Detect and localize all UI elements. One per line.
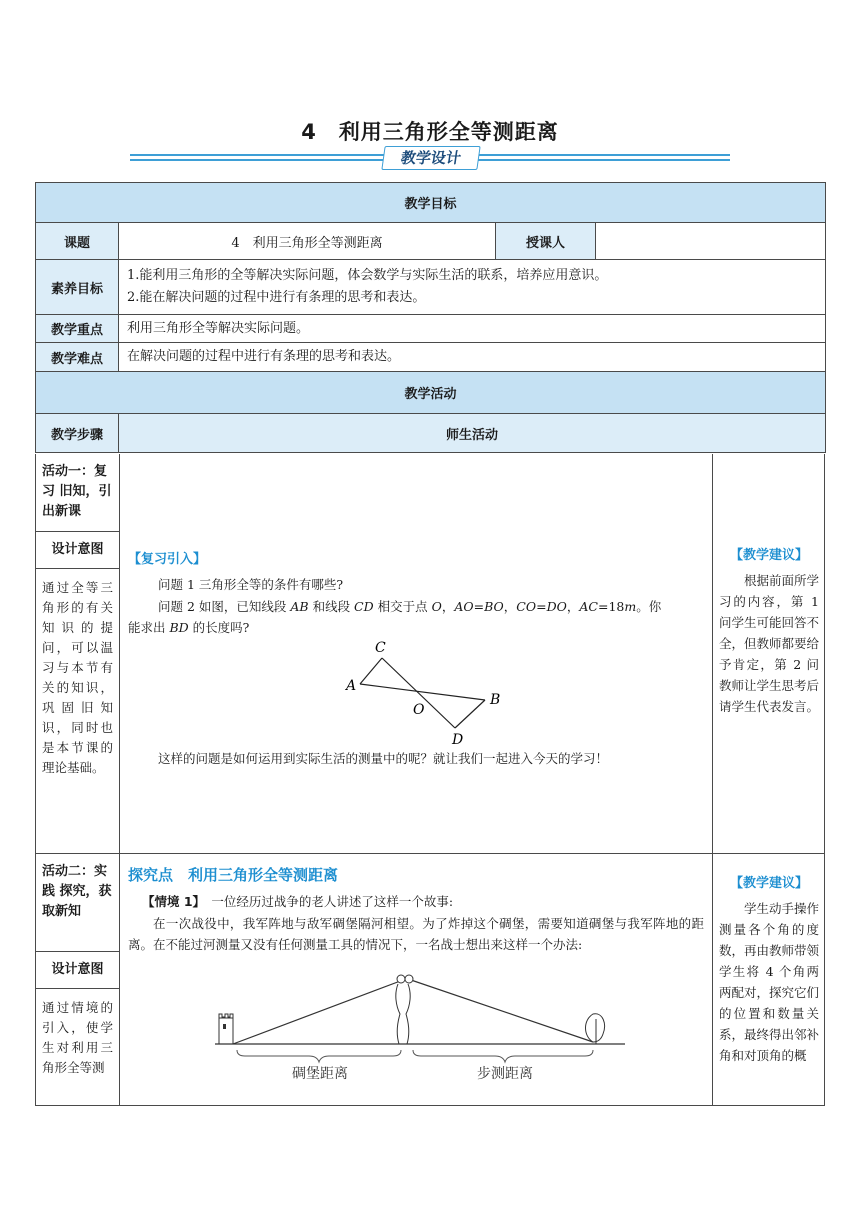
question-2 — [158, 596, 706, 617]
segment-ac — [360, 658, 382, 684]
label-b: B — [490, 692, 501, 708]
objectives-header: 教学目标 — [36, 183, 826, 223]
left-brace — [237, 1050, 401, 1062]
banner-tag: 教学设计 — [381, 146, 480, 170]
pace-distance-label: 步测距离 — [477, 1066, 533, 1082]
lesson-value: 4 利用三角形全等测距离 — [119, 223, 496, 260]
literacy-goal-1: 1.能利用三角形的全等解决实际问题，体会数学与实际生活的联系，培养应用意识。 — [127, 268, 608, 283]
explore-heading: 探究点 利用三角形全等测距离 — [128, 866, 339, 884]
q2-text-g: =18 — [597, 599, 625, 614]
teacher-student-label: 师生活动 — [119, 414, 826, 453]
lesson-label: 课题 — [36, 223, 119, 260]
difficulty-label: 教学难点 — [36, 343, 119, 372]
right-brace — [413, 1050, 593, 1062]
tree-icon — [586, 1014, 605, 1042]
section-banner — [130, 146, 730, 170]
activities-header: 教学活动 — [36, 372, 826, 414]
key-point-value: 利用三角形全等解决实际问题。 — [119, 315, 826, 343]
activity-two-design-label: 设计意图 — [36, 952, 119, 989]
q2-text-h: 。你 — [636, 599, 662, 614]
teacher-value — [596, 223, 826, 260]
question-2-line-2 — [128, 617, 249, 638]
steps-label: 教学步骤 — [36, 414, 119, 453]
activity-two-title: 活动二：实 践 探究，获取新知 — [36, 854, 119, 952]
q2-text-d: ， — [441, 599, 455, 614]
q2-o: O — [431, 599, 442, 614]
q2-cd: CD — [354, 599, 374, 614]
q2-text-a: 问题 2 如图，已知线段 — [158, 599, 291, 614]
activity-two-design-text: 通过情境的引入，使学生对利用三角形全等测 — [42, 1000, 113, 1075]
closing-remark: 这样的问题是如何运用到实际生活的测量中的呢？就让我们一起进入今天的学习！ — [158, 751, 609, 766]
q2-eq3: AC — [579, 599, 598, 614]
activity-two-suggest-text: 学生动手操作测量各个角的度数，再由教师带领学生将 4 个角两两配对，探究它们的位置和数量关系，最终得出邻补角和对顶角的概 — [719, 901, 820, 1063]
segment-bd — [455, 700, 485, 728]
story-text: 在一次战役中，我军阵地与敌军碉堡隔河相望。为了炸掉这个碉堡，需要知道碉堡与我军阵地的距离。在不能过河测量又没有任何测量工具的情况下，一名战士想出来这样一个办法: — [128, 916, 704, 952]
q2-text-b: 和线段 — [308, 599, 355, 614]
fortress-distance-label: 碉堡距离 — [292, 1066, 348, 1082]
q2-eq1: AO=BO — [454, 599, 504, 614]
q2-line2-a: 能求出 — [128, 620, 170, 635]
activity-one-design-label: 设计意图 — [36, 532, 119, 569]
review-title: 【复习引入】 — [128, 552, 207, 567]
literacy-label: 素养目标 — [36, 260, 119, 315]
q2-text-f: ， — [566, 599, 580, 614]
crossing-segments-figure — [330, 634, 530, 744]
q2-text-c: 相交于点 — [373, 599, 432, 614]
activity-one-design-text: 通过全等三角形的有关知识的提问，可以温习与本节有关的知识，巩固旧知识，同时也是本节课的理论基础。 — [42, 580, 113, 775]
literacy-goal-2: 2.能在解决问题的过程中进行有条理的思考和表达。 — [127, 290, 426, 305]
q2-m: m — [624, 599, 637, 614]
literacy-goals — [119, 260, 826, 315]
activity-one-block — [35, 454, 825, 854]
q2-ab: AB — [290, 599, 309, 614]
key-point-label: 教学重点 — [36, 315, 119, 343]
soldier-icon — [396, 984, 410, 1044]
difficulty-value: 在解决问题的过程中进行有条理的思考和表达。 — [119, 343, 826, 372]
q2-bd: BD — [169, 620, 189, 635]
activity-one-title: 活动一：复 习 旧知，引出新课 — [36, 454, 119, 532]
scene-label: 【情境 1】 — [142, 894, 199, 909]
activity-one-suggest-text: 根据前面所学习的内容，第 1 问学生可能回答不全，但教师都要给予肯定，第 2 问教师让学生思考后请学生代表发言。 — [719, 573, 820, 714]
teacher-label: 授课人 — [496, 223, 596, 260]
label-d: D — [452, 732, 464, 744]
activity-two-suggest-title: 【教学建议】 — [729, 876, 808, 891]
sight-line-right — [411, 980, 593, 1042]
q2-line2-b: 的长度吗? — [188, 620, 250, 635]
activity-one-suggest-title: 【教学建议】 — [729, 548, 808, 563]
label-c: C — [375, 640, 386, 656]
label-a: A — [346, 678, 357, 694]
scene-intro: 一位经历过战争的老人讲述了这样一个故事: — [211, 894, 454, 909]
fortress-icon — [219, 1018, 233, 1044]
page-title: 4 利用三角形全等测距离 — [301, 120, 559, 144]
activity-two-block — [35, 853, 825, 1106]
q2-text-e: ， — [503, 599, 517, 614]
distance-measure-figure — [215, 974, 635, 1084]
label-o: O — [413, 702, 425, 718]
scene-line — [142, 891, 453, 912]
sight-line-left — [233, 980, 403, 1044]
question-1: 问题 1 三角形全等的条件有哪些? — [158, 577, 344, 592]
lesson-plan-table — [35, 182, 826, 453]
q2-eq2: CO=DO — [516, 599, 567, 614]
